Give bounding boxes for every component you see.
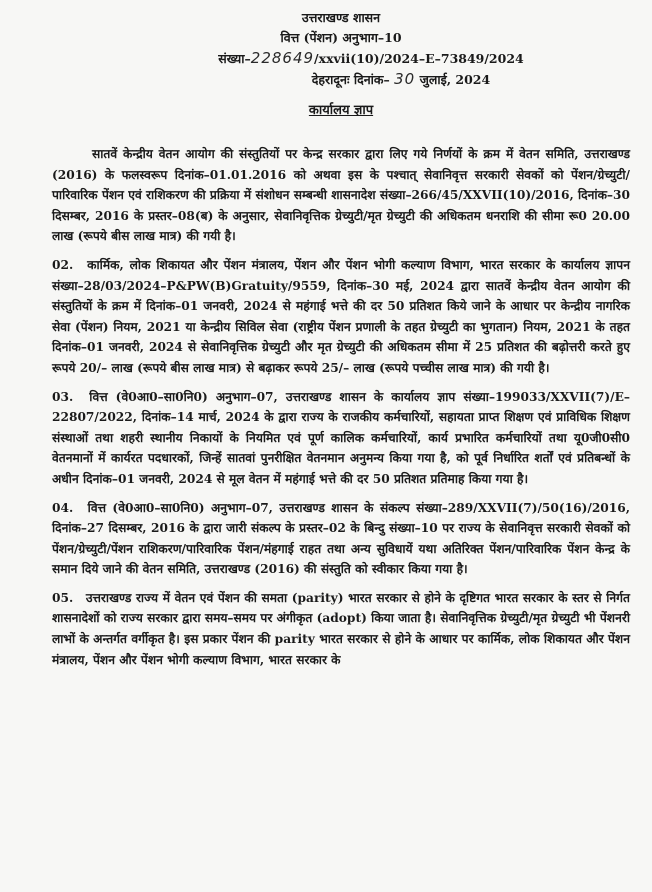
handwritten-number: 228649	[250, 49, 315, 67]
document-title: कार्यालय ज्ञाप	[308, 103, 374, 118]
date-suffix: जुलाई, 2024	[419, 72, 491, 87]
document-body	[52, 144, 630, 670]
paragraph-number: 02.	[52, 257, 74, 272]
department-name: वित्त (पेंशन) अनुभाग–10	[280, 30, 402, 45]
letter-date	[172, 69, 630, 90]
paragraph-4	[52, 498, 630, 580]
paragraph-1	[52, 144, 630, 247]
paragraph-5	[52, 588, 630, 670]
paragraph-text: सातवें केन्द्रीय वेतन आयोग की संस्तुतियों पर केन्द्र सरकार द्वारा लिए गये निर्णयों के क्रम में वेतन समिति, उत्तराखण्ड (2016) के फलस्वरूप दिनांक–01.01.2016 को अथवा इस के पश्चात् सेवानिवृत्त सरकारी सेवकों को पेंशन/ग्रेच्युटी/पारिवारिक पेंशन एवं राशिकरण की प्रक्रिया में संशोधन सम्बन्धी शासनादेश संख्या–266/45/XXVII(10)/2016, दिनांक–30 दिसम्बर, 2016 के प्रस्तर–08(ब) के अनुसार, सेवानिवृत्तिक ग्रेच्युटी/मृत ग्रेच्युटी की अधिकतम धनराशि की सीमा रू0 20.00 लाख (रूपये बीस लाख मात्र) की गयी है।	[52, 147, 630, 244]
paragraph-text: कार्मिक, लोक शिकायत और पेंशन मंत्रालय, पेंशन और पेंशन भोगी कल्याण विभाग, भारत सरकार के कार्यालय ज्ञापन संख्या–28/03/2024–P&PW(B)Gratuity/9559, दिनांक–30 मई, 2024 द्वारा सातवें केन्द्रीय वेतन आयोग की संस्तुतियों के क्रम में दिनांक–01 जनवरी, 2024 से महंगाई भत्ते की दर 50 प्रतिशत किये जाने के आधार पर केन्द्रीय नागरिक सेवा (पेंशन) नियम, 2021 या केन्द्रीय सिविल सेवा (राष्ट्रीय पेंशन प्रणाली के तहत ग्रेच्युटी का भुगतान) नियम, 2021 के तहत दिनांक–01 जनवरी, 2024 से सेवानिवृत्तिक ग्रेच्युटी और मृत ग्रेच्युटी की अधिकतम सीमा में 25 प्रतिशत की बढ़ोत्तरी करते हुए रूपये 20/– लाख (रूपये बीस लाख मात्र) से बढ़ाकर रूपये 25/– लाख (रूपये पच्चीस लाख मात्र) की गयी है।	[52, 257, 630, 375]
paragraph-number: 05.	[52, 590, 74, 605]
paragraph-number: 03.	[52, 389, 74, 404]
paragraph-text: उत्तराखण्ड राज्य में वेतन एवं पेंशन की समता (parity) भारत सरकार से होने के दृष्टिगत भारत सरकार के स्तर से निर्गत शासनादेशों को राज्य सरकार द्वारा समय–समय पर अंगीकृत (adopt) किया जाता है। सेवानिवृत्तिक ग्रेच्युटी/मृत ग्रेच्युटी भी पेंशनरी लाभों के अन्तर्गत वर्गीकृत है। इस प्रकार पेंशन की parity भारत सरकार से होने के आधार पर कार्मिक, लोक शिकायत और पेंशन मंत्रालय, पेंशन और पेंशन भोगी कल्याण विभाग, भारत सरकार के	[52, 590, 630, 667]
paragraph-2	[52, 255, 630, 379]
handwritten-day: 30	[394, 70, 416, 88]
date-prefix: देहरादूनः दिनांक–	[311, 72, 390, 87]
letter-header	[52, 8, 630, 48]
reference-prefix: संख्या–	[218, 51, 251, 66]
paragraph-number: 04.	[52, 500, 74, 515]
paragraph-text: वित्त (वे0आ0–सा0नि0) अनुभाग–07, उत्तराखण्ड शासन के संकल्प संख्या–289/XXVII(7)/50(16)/2016, दिनांक–27 दिसम्बर, 2016 के द्वारा जारी संकल्प के प्रस्तर–02 के बिन्दु संख्या–10 पर राज्य के सेवानिवृत्त सरकारी सेवकों को पेंशन/ग्रेच्युटी/पेंशन राशिकरण/पारिवारिक पेंशन/मंहगाई राहत तथा अन्य सुविधायें यथा अतिरिक्त पेंशन/पारिवारिक पेंशन केन्द्र के समान दिये जाने की वेतन समिति, उत्तराखण्ड (2016) की संस्तुति को स्वीकार किया गया है।	[52, 500, 630, 577]
reference-number	[112, 48, 630, 69]
paragraph-3	[52, 387, 630, 490]
paragraph-text: वित्त (वे0आ0–सा0नि0) अनुभाग–07, उत्तराखण्ड शासन के कार्यालय ज्ञाप संख्या–199033/XXVII(7)/E–22807/2022, दिनांक–14 मार्च, 2024 के द्वारा राज्य के राजकीय कर्मचारियों, सहायता प्राप्त शिक्षण एवं प्राविधिक शिक्षण संस्थाओं तथा शहरी स्थानीय निकायों के नियमित एवं पूर्ण कालिक कर्मचारियों, कार्य प्रभारित कर्मचारियों तथा यू0जी0सी0 वेतनमानों में कार्यरत पदधारकों, जिन्हें सातवां पुनरीक्षित वेतनमान अनुमन्य किया गया है, को पूर्व निर्धारित शर्तों एवं प्रतिबन्धों के अधीन दिनांक–01 जनवरी, 2024 से मूल वेतन में महंगाई भत्ते की दर 50 प्रतिशत प्रतिमाह किया गया है।	[52, 389, 631, 486]
government-name: उत्तराखण्ड शासन	[301, 10, 381, 25]
reference-suffix: /xxvii(10)/2024–E–73849/2024	[314, 51, 524, 66]
